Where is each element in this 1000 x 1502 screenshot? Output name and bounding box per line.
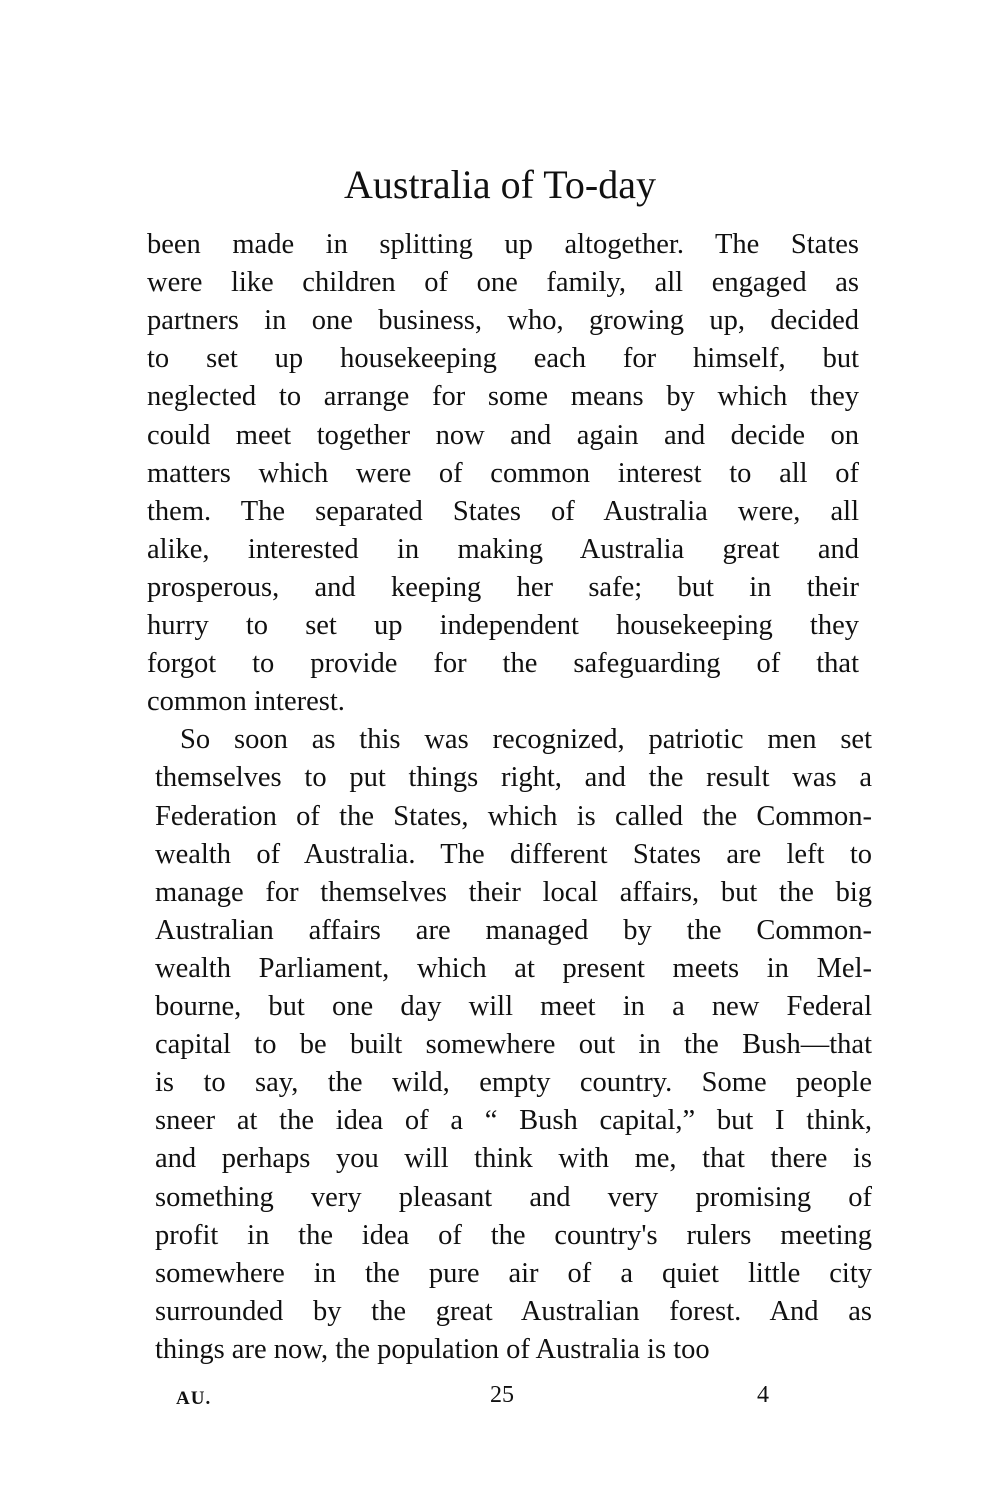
- text-line: surrounded by the great Australian forest. And as: [155, 1295, 872, 1327]
- page-number: 25: [490, 1382, 514, 1408]
- text-line: common interest.: [147, 686, 345, 718]
- text-line: manage for themselves their local affairs, but the big: [155, 876, 872, 908]
- text-line: partners in one business, who, growing up, decided: [147, 305, 859, 337]
- text-line: Australian affairs are managed by the Common-: [155, 914, 872, 946]
- sheet-number: 4: [757, 1382, 769, 1408]
- text-line: were like children of one family, all engaged as: [147, 267, 859, 299]
- text-line: profit in the idea of the country's rulers meeting: [155, 1219, 872, 1251]
- text-line: them. The separated States of Australia were, all: [147, 495, 859, 527]
- text-line: and perhaps you will think with me, that there is: [155, 1143, 872, 1175]
- text-line: forgot to provide for the safeguarding of that: [147, 648, 859, 680]
- text-line: hurry to set up independent housekeeping they: [147, 610, 859, 641]
- text-line: Federation of the States, which is called the Common-: [155, 800, 872, 832]
- running-header-title: Australia of To-day: [344, 162, 656, 207]
- text-line: is to say, the wild, empty country. Some people: [155, 1067, 872, 1099]
- text-line: alike, interested in making Australia great and: [147, 533, 859, 565]
- signature-mark: AU.: [176, 1388, 212, 1409]
- text-line: bourne, but one day will meet in a new Federal: [155, 991, 872, 1022]
- text-line: things are now, the population of Australia is too: [155, 1333, 710, 1365]
- text-line: neglected to arrange for some means by which they: [147, 381, 859, 413]
- text-line: So soon as this was recognized, patriotic men set: [180, 724, 872, 756]
- text-line: been made in splitting up altogether. The States: [147, 229, 859, 260]
- text-line: prosperous, and keeping her safe; but in their: [147, 571, 859, 603]
- text-line: could meet together now and again and decide on: [147, 419, 859, 451]
- text-line: matters which were of common interest to all of: [147, 457, 859, 489]
- text-line: themselves to put things right, and the result was a: [155, 762, 872, 794]
- text-line: sneer at the idea of a “ Bush capital,” but I think,: [155, 1105, 872, 1137]
- text-line: wealth Parliament, which at present meets in Mel-: [155, 952, 872, 984]
- text-line: somewhere in the pure air of a quiet little city: [155, 1257, 872, 1289]
- text-line: wealth of Australia. The different States are left to: [155, 838, 872, 870]
- text-line: to set up housekeeping each for himself, but: [147, 343, 859, 375]
- text-line: something very pleasant and very promising of: [155, 1181, 872, 1213]
- text-line: capital to be built somewhere out in the Bush—that: [155, 1029, 872, 1061]
